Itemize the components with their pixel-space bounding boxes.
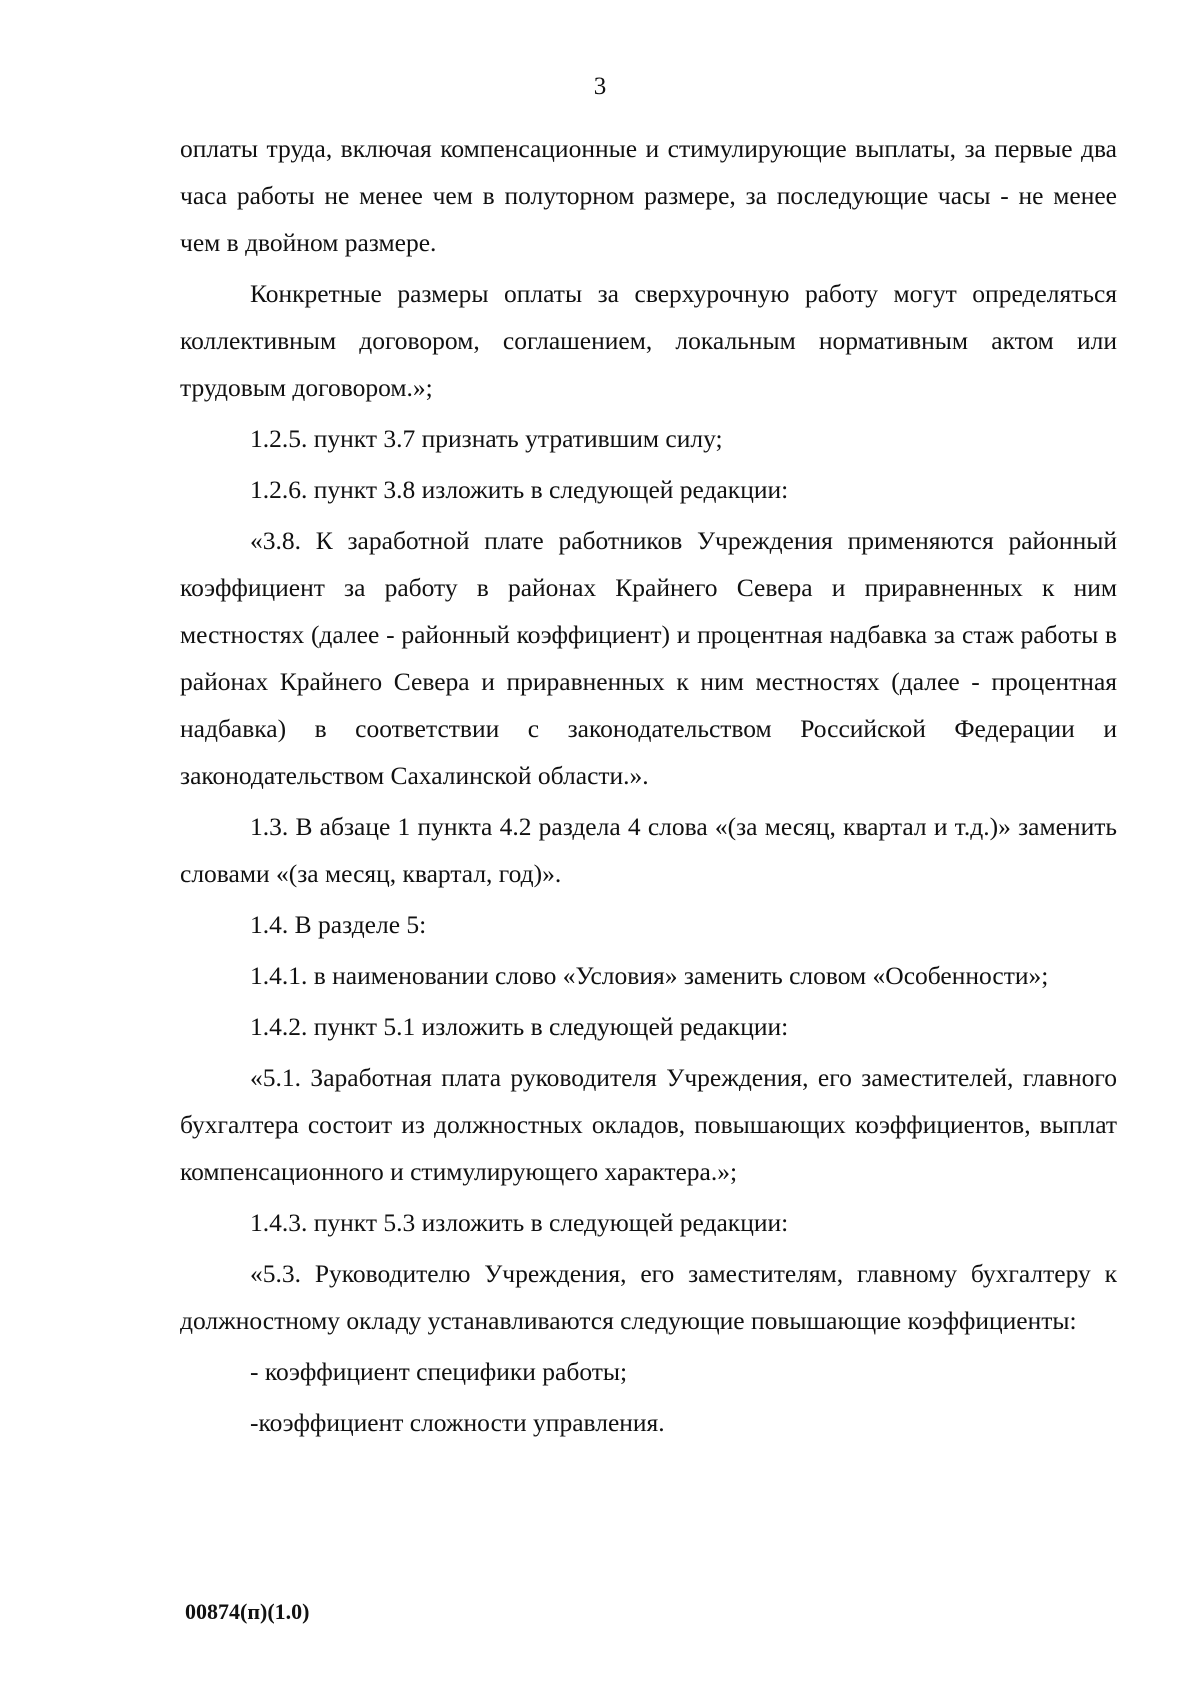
paragraph-item-1-2-5: 1.2.5. пункт 3.7 признать утратившим силу; (250, 424, 723, 453)
paragraph-clause-3-8: «3.8. К заработной плате работников Учреждения применяются районный коэффициент за работу в районах Крайнего Севера и приравненных к ним местностях (далее - районный коэффициент) и процентная надбавка за стаж работы в районах Крайнего Севера и приравненных к ним местностях (далее - процентная надбавка) в соответствии с законодательством Российской Федерации и законодательством Сахалинской области.». (180, 526, 1117, 790)
paragraph-item-1-4: 1.4. В разделе 5: (250, 910, 427, 939)
paragraph-overtime-amounts: Конкретные размеры оплаты за сверхурочную работу могут определяться коллективным договором, соглашением, локальным нормативным актом или трудовым договором.»; (180, 279, 1117, 402)
page-number: 3 (593, 73, 607, 100)
paragraph-item-1-3: 1.3. В абзаце 1 пункта 4.2 раздела 4 слова «(за месяц, квартал и т.д.)» заменить словами «(за месяц, квартал, год)». (180, 812, 1117, 888)
paragraph-clause-5-1: «5.1. Заработная плата руководителя Учреждения, его заместителей, главного бухгалтера состоит из должностных окладов, повышающих коэффициентов, выплат компенсационного и стимулирующего характера.»; (180, 1063, 1117, 1186)
paragraph-clause-5-3: «5.3. Руководителю Учреждения, его заместителям, главному бухгалтеру к должностному окладу устанавливаются следующие повышающие коэффициенты: (180, 1259, 1117, 1335)
document-code: 00874(п)(1.0) (185, 1599, 310, 1624)
document-body (180, 125, 1117, 1446)
list-item-work-specifics-coefficient: - коэффициент специфики работы; (250, 1357, 628, 1386)
paragraph-item-1-4-2: 1.4.2. пункт 5.1 изложить в следующей редакции: (250, 1012, 789, 1041)
paragraph-item-1-2-6: 1.2.6. пункт 3.8 изложить в следующей редакции: (250, 475, 789, 504)
paragraph-item-1-4-1: 1.4.1. в наименовании слово «Условия» заменить словом «Особенности»; (250, 961, 1049, 990)
list-item-management-complexity-coefficient: -коэффициент сложности управления. (250, 1408, 665, 1437)
paragraph-item-1-4-3: 1.4.3. пункт 5.3 изложить в следующей редакции: (250, 1208, 789, 1237)
paragraph-overtime-pay-end: оплаты труда, включая компенсационные и стимулирующие выплаты, за первые два часа работы не менее чем в полуторном размере, за последующие часы - не менее чем в двойном размере. (180, 134, 1117, 257)
